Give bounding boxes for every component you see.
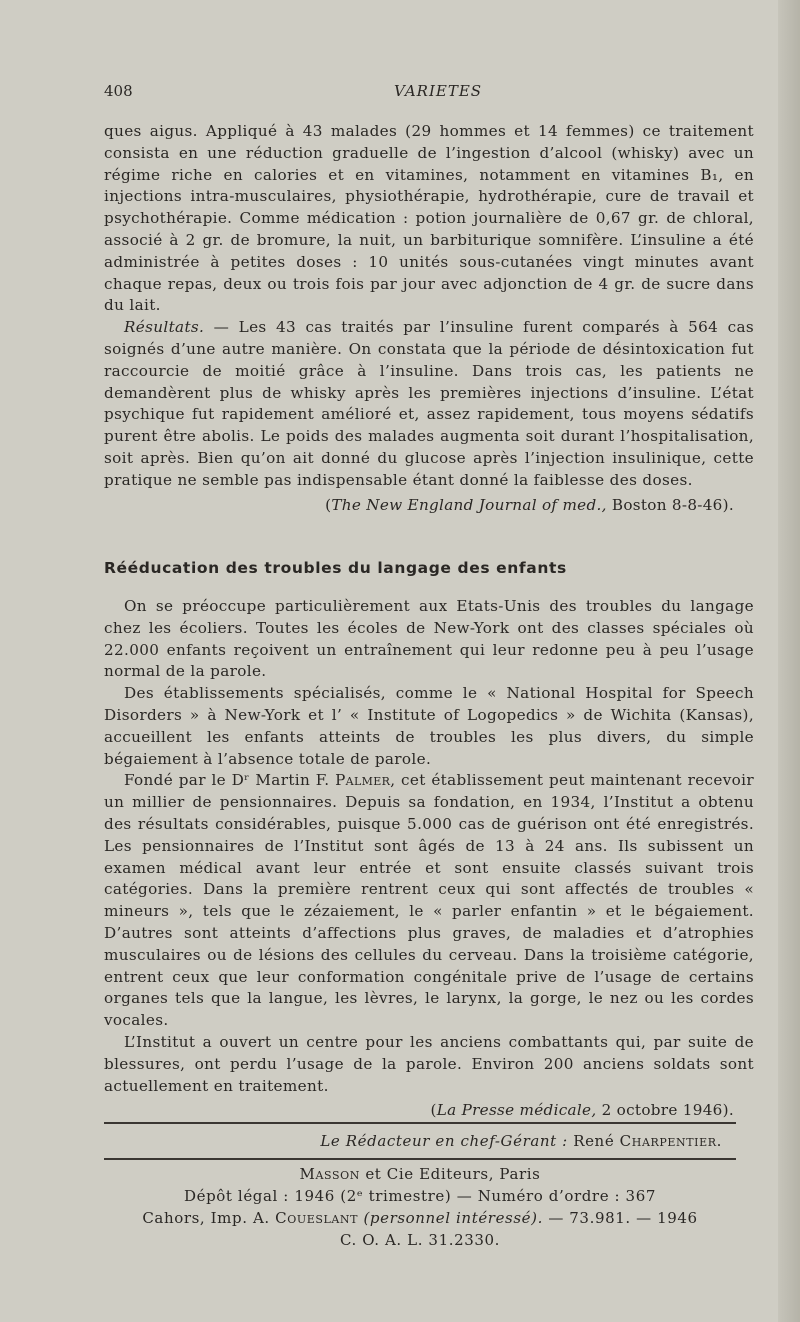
legal-deposit-line: Dépôt légal : 1946 (2ᵉ trimestre) — Numéro d’ordre : 367 <box>183 1187 656 1205</box>
publisher-line <box>104 1165 736 1183</box>
paragraph-treatment: ques aigus. Appliqué à 43 malades (29 hommes et 14 femmes) ce traitement consista en une réduction graduelle de l’ingestion d’alcool (whisky) avec un régime riche en calories et en vitamines, notamment en vitamines B₁, en injections intra-musculaires, physiothérapie, hydrothérapie, cure de travail et psychothérapie. Comme médication : potion journalière de 0,67 gr. de chloral, associé à 2 gr. de bromure, la nuit, un barbiturique somnifère. L’insuline a été administrée à petites doses : 10 unités sous-cutanées vingt minutes avant chaque repas, deux ou trois fois par jour avec adjonction de 4 gr. de sucre dans du lait. <box>104 122 754 315</box>
citation-source: The New England Journal of med., <box>331 495 607 514</box>
institute-text-b: , cet établissement peut maintenant recevoir un millier de pensionnaires. Depuis sa fondation, en 1934, l’Institut a obtenu des résultats considérables, puisque 5.000 cas de guérison ont été enregistrés. Les pensionnaires de l’Institut sont âgés de 13 à 24 ans. Ils subissent un examen médical avant leur entrée et sont ensuite classés suivant trois catégories. Dans la première rentrent ceux qui sont affectés de troubles « mineurs », tels que le zézaiement, le « parler enfantin » et le bégaiement. D’autres sont atteints d’affections plus graves, de maladies et d’atrophies musculaires ou de lésions des cellules du cerveau. Dans la troisième catégorie, entrent ceux que leur conformation congénitale prive de l’usage de certains organes tels que la langue, les lèvres, le larynx, la gorge, le nez ou les cordes vocales. <box>104 771 754 1030</box>
printer-line <box>104 1209 736 1227</box>
citation-nejm: (The New England Journal of med., Boston 8-8-46). <box>325 495 734 514</box>
paragraph-intro: On se préoccupe particulièrement aux Etats-Unis des troubles du langage chez les écoliers. Toutes les écoles de New-York ont des classes spéciales où 22.000 enfants reçoivent un entraînement qui leur redonne peu à peu l’usage normal de la parole. <box>104 597 754 681</box>
article-title: Rééducation des troubles du langage des enfants <box>104 559 567 577</box>
control-code: C. O. A. L. 31.2330. <box>339 1231 501 1249</box>
continued-article <box>104 121 754 516</box>
running-title: VARIETES <box>394 82 483 100</box>
editor-line <box>104 1132 722 1150</box>
publisher-rest: et Cie Editeurs, Paris <box>359 1165 541 1183</box>
page-header <box>104 82 744 104</box>
citation-date: 2 octobre 1946). <box>596 1101 734 1120</box>
publisher-name: Masson <box>299 1165 360 1183</box>
editor-last-name: Charpentier. <box>619 1132 722 1150</box>
citation-presse-medicale: (La Presse médicale, 2 octobre 1946). <box>430 1101 734 1120</box>
paragraph-veterans: L’Institut a ouvert un centre pour les anciens combattants qui, par suite de blessures, ont perdu l’usage de la parole. Environ 200 anciens soldats sont actuellement en traitement. <box>104 1032 754 1095</box>
divider-rule-top <box>104 1122 736 1124</box>
printer-number: — 73.981. — 1946 <box>542 1209 698 1227</box>
citation-source: La Presse médicale, <box>436 1101 597 1120</box>
printer-note: (personnel intéressé). <box>358 1209 543 1227</box>
results-lead: Résultats. <box>124 318 205 337</box>
paragraph-establishments: Des établissements spécialisés, comme le « National Hospital for Speech Disorders » à New-York et l’ « Institute of Logopedics » de Wichita (Kansas), accueillent les enfants atteints de troubles les plus divers, du simple bégaiement à l’absence totale de parole. <box>104 684 754 768</box>
page-edge-shadow <box>778 0 800 1322</box>
divider-rule-bottom <box>104 1158 736 1160</box>
institute-text-a: Fondé par le Dʳ Martin F. <box>124 771 336 790</box>
founder-name: Palmer <box>335 771 391 790</box>
page-number: 408 <box>104 82 133 100</box>
article-body <box>104 596 754 1121</box>
citation-date: Boston 8-8-46). <box>606 495 734 514</box>
editor-first-name: René <box>573 1132 620 1150</box>
printer-city: Cahors, Imp. A. <box>142 1209 276 1227</box>
printer-name: Coueslant <box>275 1209 359 1227</box>
editor-label: Le Rédacteur en chef-Gérant : <box>320 1132 574 1150</box>
results-text: — Les 43 cas traités par l’insuline furent comparés à 564 cas soignés d’une autre manière. On constata que la période de désintoxication fut raccourcie de moitié grâce à l’insuline. Dans trois cas, les patients ne demandèrent plus de whisky après les premières injections d’insuline. L’état psychique fut rapidement amélioré et, assez rapidement, tous moyens sédatifs purent être abolis. Le poids des malades augmenta soit durant l’hospitalisation, soit après. Bien qu’on ait donné du glucose après l’injection insulinique, cette pratique ne semble pas indispensable étant donné la faiblesse des doses. <box>104 318 754 489</box>
paragraph-institute <box>104 770 754 1032</box>
paragraph-results <box>104 317 754 491</box>
